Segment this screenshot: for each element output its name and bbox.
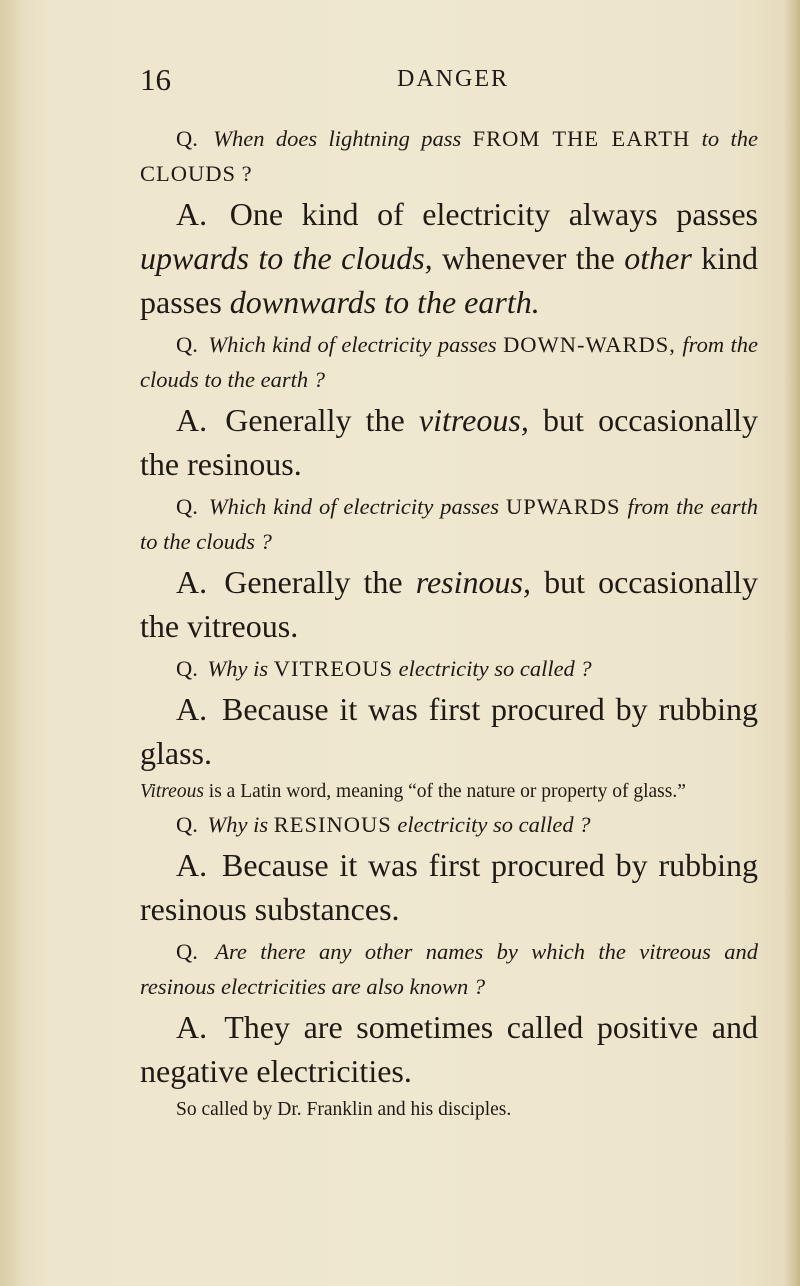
question-5: Q. Why is RESINOUS electricity so called ? <box>176 812 591 837</box>
answer-2: A. Generally the vitreous, but occasionally the resinous. <box>140 402 759 482</box>
question-4: Q. Why is VITREOUS electricity so called ? <box>176 656 592 681</box>
answer-5: A. Because it was first procured by rubbing resinous substances. <box>140 847 759 927</box>
answer-label: A. <box>176 847 208 883</box>
footnote-franklin: So called by Dr. Franklin and his disciples. <box>176 1099 512 1120</box>
question-label: Q. <box>176 126 198 151</box>
answer-1: A. One kind of electricity always passes upwards to the clouds, whenever the other kind passes downwards to the earth. <box>140 196 759 320</box>
footnote-vitreous: Vitreous is a Latin word, meaning “of the nature or property of glass.” <box>140 781 686 802</box>
running-head: DANGER <box>397 66 509 92</box>
answer-label: A. <box>176 564 208 600</box>
answer-label: A. <box>176 1009 208 1045</box>
question-6: Q. Are there any other names by which the vitreous and resinous electricities are also known ? <box>140 939 758 999</box>
page-number: 16 <box>140 62 171 97</box>
question-2: Q. Which kind of electricity passes DOWN-WARDS, from the clouds to the earth ? <box>140 332 759 392</box>
question-label: Q. <box>176 812 198 837</box>
question-label: Q. <box>176 939 198 964</box>
question-label: Q. <box>176 332 198 357</box>
question-label: Q. <box>176 656 198 681</box>
answer-4: A. Because it was first procured by rubbing glass. <box>140 691 759 771</box>
answer-3: A. Generally the resinous, but occasionally the vitreous. <box>140 564 758 644</box>
page-gutter-shadow <box>0 0 22 1286</box>
answer-6: A. They are sometimes called positive and negative electricities. <box>140 1009 759 1089</box>
answer-label: A. <box>176 196 208 232</box>
question-label: Q. <box>176 494 198 519</box>
page-body <box>140 118 758 1122</box>
question-3: Q. Which kind of electricity passes UPWARDS from the earth to the clouds ? <box>140 494 759 554</box>
page-edge-shadow <box>784 0 800 1286</box>
answer-label: A. <box>176 691 208 727</box>
question-1: Q. When does lightning pass FROM THE EARTH to the CLOUDS ? <box>140 126 759 186</box>
answer-label: A. <box>176 402 208 438</box>
page-header <box>140 62 660 102</box>
